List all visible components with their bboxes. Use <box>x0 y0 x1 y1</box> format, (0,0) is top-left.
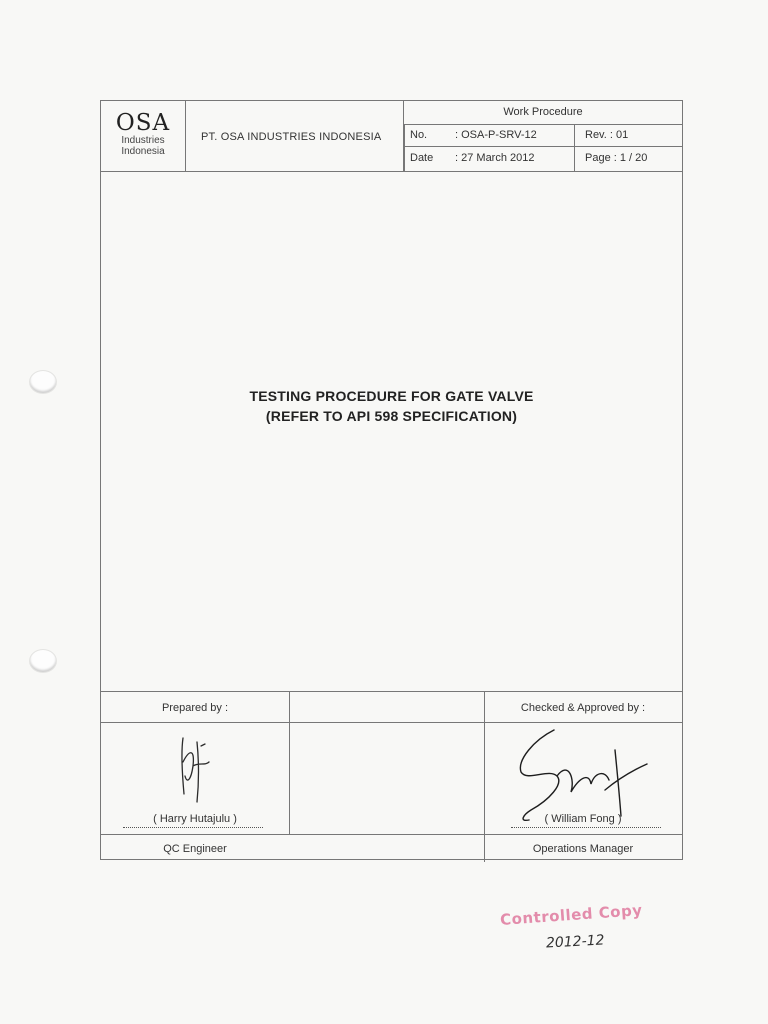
revision: Rev. : 01 <box>575 124 682 147</box>
document-type: Work Procedure <box>404 101 682 125</box>
approved-by-label: Checked & Approved by : <box>520 702 646 714</box>
doc-number-label: No. <box>404 124 455 147</box>
document-title <box>101 386 682 426</box>
signature-block <box>101 691 682 862</box>
prepared-by-label: Prepared by : <box>161 702 229 714</box>
controlled-copy-stamp: Controlled Copy <box>499 901 644 929</box>
prepared-by-role: QC Engineer <box>163 843 227 855</box>
document-header <box>101 101 682 172</box>
handwritten-date: 2012-12 <box>545 932 605 952</box>
date-value: : 27 March 2012 <box>455 147 575 171</box>
punch-hole <box>30 650 56 672</box>
approved-by-role: Operations Manager <box>532 843 634 855</box>
doc-number-value: : OSA-P-SRV-12 <box>455 124 575 147</box>
prepared-signature <box>169 732 229 807</box>
logo-subtitle-line1: Industries <box>121 135 165 146</box>
logo-wordmark: OSA <box>115 110 171 136</box>
company-logo <box>101 101 186 171</box>
page-number: Page : 1 / 20 <box>585 152 648 164</box>
logo-subtitle-line2: Indonesia <box>121 146 165 157</box>
punch-hole <box>30 371 56 393</box>
title-line-2: (REFER TO API 598 SPECIFICATION) <box>265 408 518 424</box>
company-name: PT. OSA INDUSTRIES INDONESIA <box>185 101 404 171</box>
approved-by-name: ( William Fong ) <box>544 813 622 825</box>
procedure-sheet <box>100 100 683 860</box>
prepared-by-name: ( Harry Hutajulu ) <box>153 813 237 825</box>
date-label: Date <box>410 152 434 164</box>
title-line-1: TESTING PROCEDURE FOR GATE VALVE <box>249 388 534 404</box>
